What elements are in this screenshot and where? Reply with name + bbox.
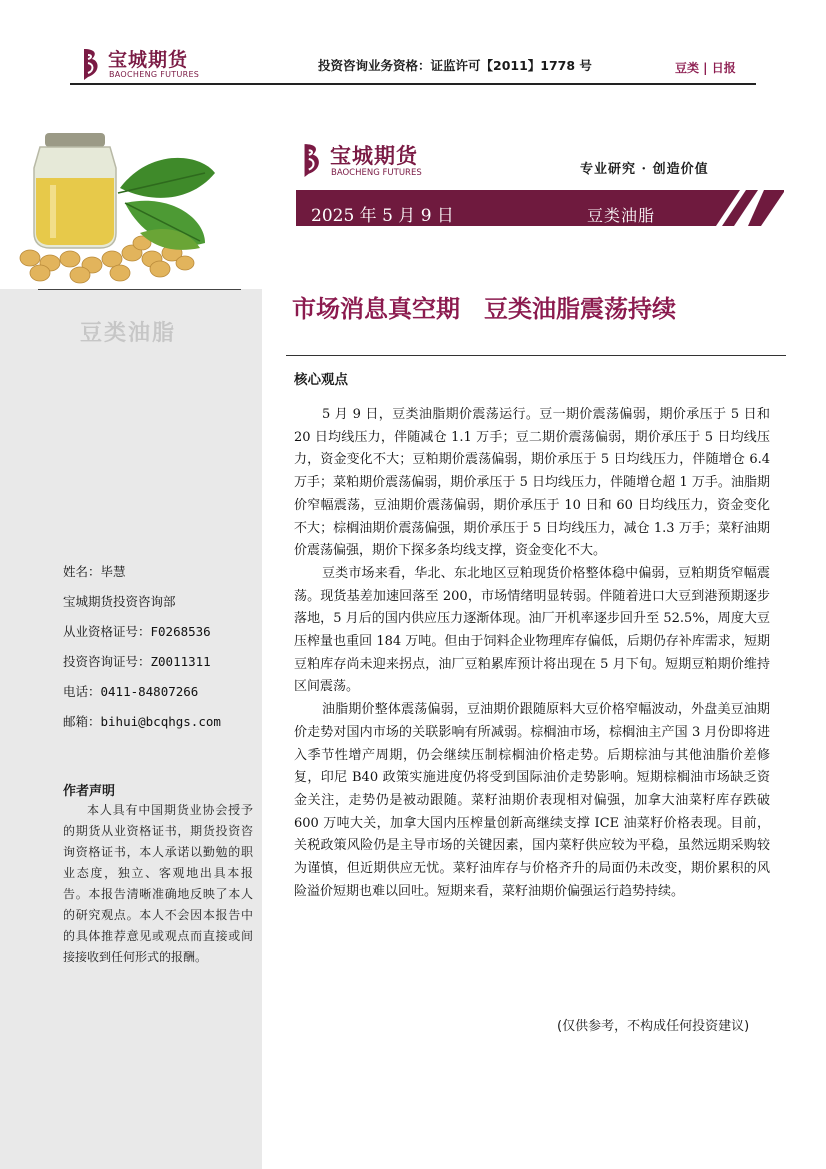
report-logo <box>300 140 440 182</box>
header-logo-en: BAOCHENG FUTURES <box>109 70 200 79</box>
author-license: 从业资格证号：F0268536 <box>63 624 211 639</box>
brand-mark-icon <box>80 47 104 81</box>
report-logo-en: BAOCHENG FUTURES <box>331 168 422 178</box>
author-department: 宝城期货投资咨询部 <box>63 594 176 609</box>
report-body <box>294 404 770 903</box>
header-logo-cn: 宝城期货 <box>108 49 189 71</box>
sidebar-divider <box>38 289 241 290</box>
section-title: 核心观点 <box>294 372 348 388</box>
report-title-part-1: 市场消息真空期 <box>292 295 460 323</box>
body-paragraph: 油脂期价整体震荡偏弱，豆油期价跟随原料大豆价格窄幅波动，外盘美豆油期价走势对国内市场的关联影响有所减弱。棕榈油市场，棕榈油主产国 3 月份即将进入季节性增产周期，仍会继续压制棕榈油价格走势。后期棕油与其他油脂价差修复，印尼 B40 政策实施进度仍将受到国际油价走势影响。短期棕榈油市场缺乏资金关注，走势仍是被动跟随。菜籽油期价表现相对偏强，加拿大油菜籽库存跌破 600 万吨大关，加拿大国内压榨量创新高继续支撑 ICE 油菜籽价格表现。目前，关税政策风险仍是主导市场的关键因素，国内菜籽供应较为平稳，虽然远期采购较为谨慎，但近期供应无忧。菜籽油库存与价格齐升的局面仍未改变，期价累积的风险溢价短期也难以回吐。短期来看，菜籽油期价偏强运行趋势持续。 <box>294 702 770 899</box>
sidebar-category: 豆类油脂 <box>80 321 177 346</box>
body-paragraph: 豆类市场来看，华北、东北地区豆粕现货价格整体稳中偏弱，豆粕期货窄幅震荡。现货基差加速回落至 200，市场情绪明显转弱。伴随着进口大豆到港预期逐步落地，5 月后的国内供应压力逐渐体现。油厂开机率逐步回升至 52.5%，周度大豆压榨量也重回 184 万吨。但由于饲料企业物理库存偏低，后期仍存补库需求，短期豆粕库存尚未迎来拐点，油厂豆粕累库预计将出现在 5 月下旬。短期豆粕期价维持区间震荡。 <box>294 565 770 695</box>
author-advisory-license: 投资咨询证号：Z0011311 <box>63 654 211 669</box>
soybean-oil-image-icon <box>0 93 262 289</box>
declaration-body: 本人具有中国期货业协会授予的期货从业资格证书，期货投资咨询资格证书，本人承诺以勤勉的职业态度，独立、客观地出具本报告。本报告清晰准确地反映了本人的研究观点。本人不会因本报告中的具体推荐意见或观点而直接或间接接收到任何形式的报酬。 <box>63 803 253 964</box>
report-date: 2025 年 5 月 9 日 <box>311 206 454 226</box>
author-email: 邮箱：bihui@bcqhgs.com <box>63 714 221 729</box>
body-paragraph: 5 月 9 日，豆类油脂期价震荡运行。豆一期价震荡偏弱，期价承压于 5 日和 20 日均线压力，伴随减仓 1.1 万手；豆二期价震荡偏弱，期价承压于 5 日均线压力，资金变化不大；豆粕期价震荡偏弱，期价承压于 5 日均线压力，伴随增仓 6.4 万手；菜粕期价震荡偏弱，期价承压于 5 日均线压力，伴随增仓超 1 万手。油脂期价窄幅震荡，豆油期价震荡偏弱，期价承压于 10 日和 60 日均线压力，资金变化不大；棕榈油期价震荡偏强，期价承压于 5 日均线压力，减仓 1.3 万手；菜籽油期价震荡偏强，期价下探多条均线支撑，资金变化不大。 <box>294 407 770 559</box>
header-divider <box>70 83 756 85</box>
title-divider <box>286 355 786 356</box>
qualification-text: 投资咨询业务资格：证监许可【2011】1778 号 <box>318 58 592 73</box>
author-info <box>63 557 221 737</box>
report-title-part-2: 豆类油脂震荡持续 <box>484 295 676 323</box>
report-logo-cn: 宝城期货 <box>330 144 418 168</box>
report-type-tag: 豆类 | 日报 <box>675 61 736 75</box>
author-phone: 电话：0411-84807266 <box>63 684 199 699</box>
slogan: 专业研究 · 创造价值 <box>580 162 709 177</box>
report-category: 豆类油脂 <box>587 206 656 225</box>
declaration-title: 作者声明 <box>63 784 116 799</box>
report-title <box>292 289 676 324</box>
header-logo <box>80 45 210 85</box>
author-name: 姓名：毕慧 <box>63 564 126 579</box>
soybean-oil-illustration <box>0 93 262 289</box>
disclaimer: (仅供参考，不构成任何投资建议) <box>557 1019 750 1034</box>
brand-mark-icon <box>300 142 326 178</box>
